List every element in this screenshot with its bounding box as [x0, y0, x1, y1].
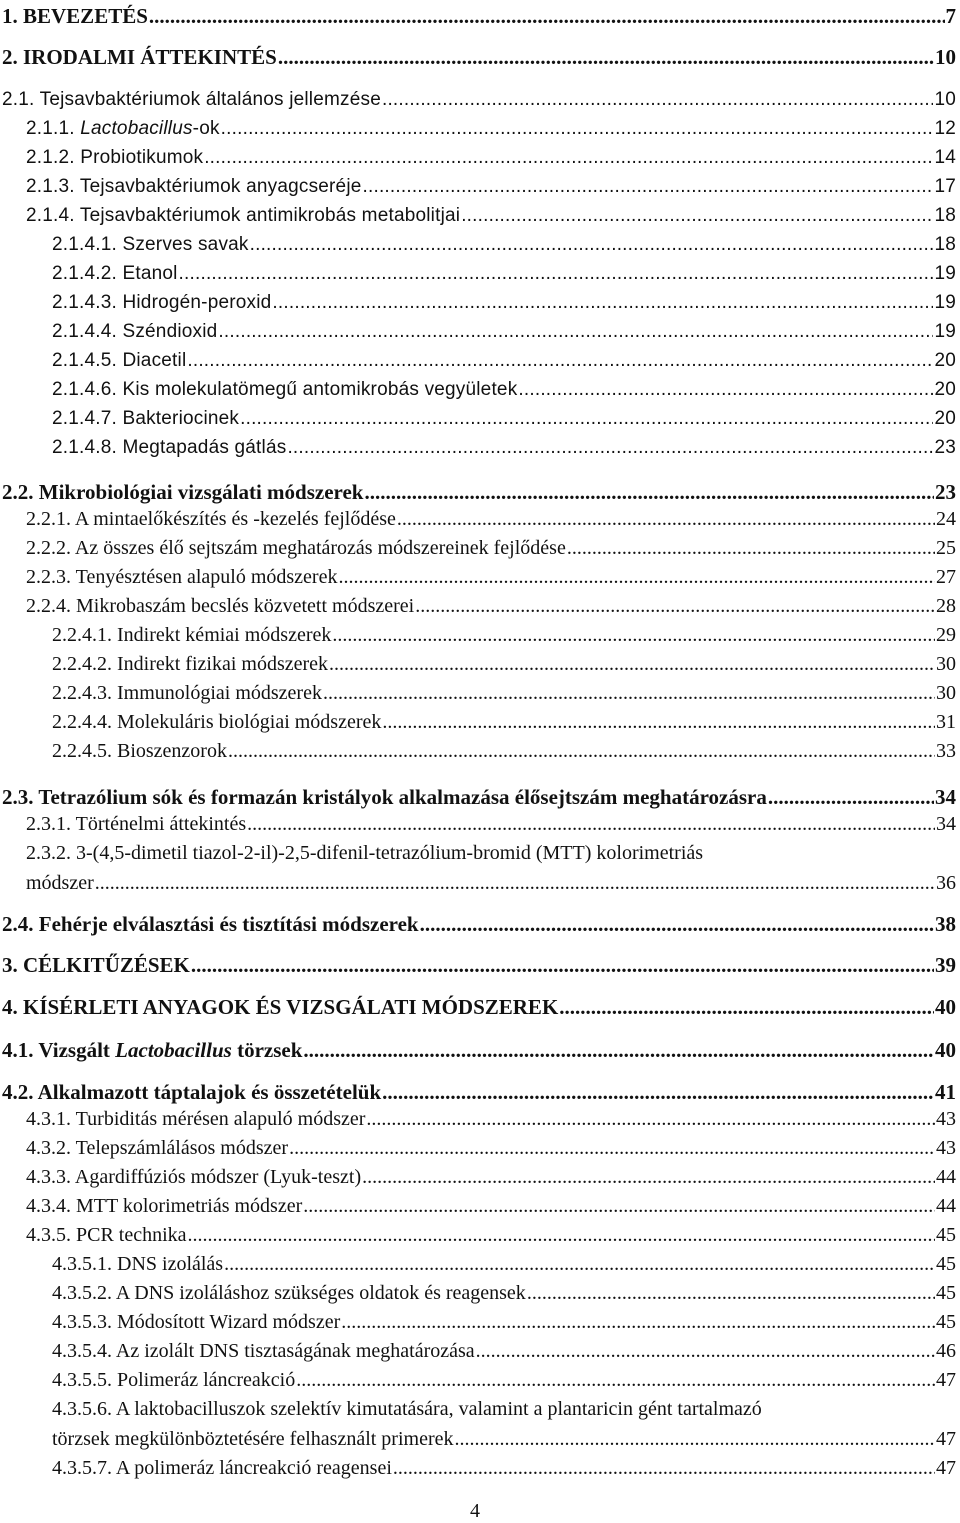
toc-entry-page: 20: [934, 379, 956, 400]
toc-entry-number: 4.2.: [2, 1080, 38, 1104]
toc-entry-page: 45: [936, 1224, 956, 1246]
toc-entry-title: Tejsavbaktériumok általános jellemzése: [39, 89, 381, 110]
toc-entry-title: PCR technika: [76, 1224, 187, 1246]
toc-entry-title: MTT kolorimetriás módszer: [76, 1195, 303, 1217]
toc-entry-number: 4.3.5.7.: [52, 1457, 116, 1479]
toc-entry-title: Diacetil: [122, 350, 187, 371]
leader-dots: [382, 711, 935, 734]
leader-dots: [527, 1282, 935, 1305]
toc-entry-page: 30: [936, 653, 956, 675]
toc-entry-title: A polimeráz láncreakció reagensei: [115, 1457, 392, 1479]
toc-entry-page: 12: [934, 118, 956, 139]
leader-dots: [289, 1137, 935, 1160]
toc-entry-number: 2.1.4.5.: [52, 350, 123, 371]
leader-dots: [338, 566, 935, 589]
toc-entry-page: 31: [936, 711, 956, 733]
toc-entry-page: 47: [936, 1428, 956, 1450]
toc-entry-page: 19: [934, 292, 956, 313]
leader-dots: [455, 1428, 936, 1451]
leader-dots: [393, 1457, 935, 1480]
toc-entry-title: Alkalmazott táptalajok és összetételük: [37, 1080, 382, 1104]
toc-entry-page: 44: [936, 1166, 956, 1188]
leader-dots: [218, 321, 933, 343]
leader-dots: [329, 653, 935, 676]
toc-entry-title: Indirekt kémiai módszerek: [117, 624, 332, 646]
toc-entry-number: 2.2.4.: [26, 595, 76, 617]
toc-entry-page: 43: [936, 1108, 956, 1130]
toc-entry-number: 2.2.: [2, 480, 39, 504]
leader-dots: [188, 1224, 935, 1247]
toc-entry-title: Molekuláris biológiai módszerek: [117, 711, 382, 733]
toc-entry-title-italic: Lactobacillus: [115, 1038, 232, 1062]
toc-entry-title: 3-(4,5-dimetil tiazol-2-il)-2,5-difenil-tetrazólium-bromid (MTT) kolorimetriás: [76, 842, 704, 864]
toc-entry-title-continuation: módszer: [26, 872, 94, 894]
toc-entry-page: 47: [936, 1369, 956, 1391]
toc-entry-page: 23: [935, 480, 956, 504]
leader-dots: [149, 4, 945, 29]
toc-entry-number: 2.1.: [2, 89, 40, 110]
toc-entry-title-suffix: törzsek: [231, 1038, 303, 1062]
toc-entry-page: 7: [945, 4, 956, 28]
toc-entry-title: Bakteriocinek: [122, 408, 240, 429]
toc-entry-title: A laktobacilluszok szelektív kimutatására, valamint a plantaricin gént tartalmazó: [115, 1398, 762, 1420]
leader-dots: [332, 624, 935, 647]
toc-entry-number: 2.3.2.: [26, 842, 76, 864]
toc-entry-page: 45: [936, 1253, 956, 1275]
toc-entry-number: 1.: [2, 4, 23, 28]
toc-entry-page: 30: [936, 682, 956, 704]
leader-dots: [363, 176, 934, 198]
toc-entry-page: 23: [934, 437, 956, 458]
toc-entry-title: Történelmi áttekintés: [75, 813, 247, 835]
toc-entry-number: 2.3.: [2, 785, 39, 809]
leader-dots: [95, 872, 935, 895]
toc-entry-page: 43: [936, 1137, 956, 1159]
leader-dots: [476, 1340, 935, 1363]
toc-entry-title: Megtapadás gátlás: [122, 437, 287, 458]
toc-entry-title: Tetrazólium sók és formazán kristályok alkalmazása élősejtszám meghatározásra: [38, 785, 767, 809]
toc-entry-title: Polimeráz láncreakció: [117, 1369, 296, 1391]
toc-entry-number: 4.3.1.: [26, 1108, 76, 1130]
toc-entry-number: 2.1.4.7.: [52, 408, 123, 429]
toc-entry-title: DNS izolálás: [117, 1253, 224, 1275]
toc-entry-title: Bioszenzorok: [117, 740, 227, 762]
leader-dots: [278, 45, 934, 70]
toc-entry-title: Etanol: [122, 263, 178, 284]
toc-entry-page: 18: [934, 205, 956, 226]
toc-entry-number: 2.3.1.: [26, 813, 76, 835]
toc-entry-number: 4.3.5.3.: [52, 1311, 117, 1333]
toc-entry-number: 2.1.4.: [26, 205, 80, 226]
toc-entry-number: 2.4.: [2, 912, 39, 936]
toc-entry-number: 2.1.4.6.: [52, 379, 123, 400]
toc-entry-page: 29: [936, 624, 956, 646]
leader-dots: [362, 1166, 935, 1189]
toc-entry-title: Turbiditás mérésen alapuló módszer: [75, 1108, 366, 1130]
leader-dots: [187, 350, 933, 372]
toc-entry-title: Fehérje elválasztási és tisztítási módszerek: [38, 912, 419, 936]
leader-dots: [250, 234, 934, 256]
toc-entry-number: 2.2.4.3.: [52, 682, 117, 704]
toc-entry-number: 2.2.4.5.: [52, 740, 117, 762]
toc-entry-title: Szerves savak: [122, 234, 249, 255]
leader-dots: [191, 953, 934, 978]
toc-entry-number: 3.: [2, 953, 23, 977]
toc-entry-page: 28: [936, 595, 956, 617]
toc-entry-page: 46: [936, 1340, 956, 1362]
leader-dots: [518, 379, 933, 401]
toc-entry-number: 2.1.4.4.: [52, 321, 123, 342]
toc-entry-page: 18: [934, 234, 956, 255]
leader-dots: [228, 740, 935, 763]
leader-dots: [296, 1369, 935, 1392]
toc-entry-number: 4.3.5.: [26, 1224, 76, 1246]
toc-entry-title: Tejsavbaktériumok anyagcseréje: [79, 176, 362, 197]
toc-entry-title: Agardiffúziós módszer (Lyuk-teszt): [74, 1166, 362, 1188]
toc-entry-number: 2.1.4.2.: [52, 263, 123, 284]
toc-entry-number: 2.2.3.: [26, 566, 76, 588]
toc-entry-page: 34: [935, 785, 956, 809]
toc-entry-title: KÍSÉRLETI ANYAGOK ÉS VIZSGÁLATI MÓDSZEREK: [23, 995, 559, 1019]
toc-entry-page: 27: [936, 566, 956, 588]
toc-entry-title: Mikrobiológiai vizsgálati módszerek: [38, 480, 364, 504]
toc-entry-title: BEVEZETÉS: [23, 4, 148, 28]
toc-entry-title: Lactobacillus: [80, 118, 193, 139]
toc-entry-number: 2.2.4.1.: [52, 624, 117, 646]
leader-dots: [247, 813, 935, 836]
leader-dots: [179, 263, 934, 285]
toc-entry-title: Széndioxid: [122, 321, 218, 342]
toc-entry-page: 38: [935, 912, 956, 936]
leader-dots: [204, 147, 933, 169]
toc-entry-page: 40: [935, 995, 956, 1019]
leader-dots: [240, 408, 933, 430]
toc-entry-page: 45: [936, 1282, 956, 1304]
toc-entry-page: 19: [934, 263, 956, 284]
toc-entry-first-line: [52, 1398, 762, 1421]
leader-dots: [397, 508, 935, 531]
toc-entry-page: 47: [936, 1457, 956, 1479]
toc-entry-number: 2.1.4.8.: [52, 437, 123, 458]
leader-dots: [559, 995, 934, 1020]
toc-entry-page: 33: [936, 740, 956, 762]
toc-entry-number: 4.1.: [2, 1038, 39, 1062]
toc-entry-number: 4.: [2, 995, 23, 1019]
leader-dots: [224, 1253, 935, 1276]
toc-entry-page: 34: [936, 813, 956, 835]
toc-entry-page: 39: [935, 953, 956, 977]
toc-entry-page: 14: [934, 147, 956, 168]
toc-entry-title: A DNS izoláláshoz szükséges oldatok és reagensek: [115, 1282, 526, 1304]
toc-entry-number: 2.: [2, 45, 23, 69]
leader-dots: [567, 537, 935, 560]
toc-entry-number: 4.3.2.: [26, 1137, 76, 1159]
toc-entry-title: Az izolált DNS tisztaságának meghatározása: [115, 1340, 475, 1362]
toc-entry-number: 2.1.3.: [26, 176, 80, 197]
toc-entry-page: 10: [935, 45, 956, 69]
toc-entry-page: 36: [936, 872, 956, 894]
leader-dots: [323, 682, 935, 705]
toc-entry-page: 40: [935, 1038, 956, 1062]
toc-entry-number: 2.1.4.3.: [52, 292, 123, 313]
leader-dots: [382, 89, 933, 111]
toc-entry-number: 2.2.2.: [26, 537, 75, 559]
toc-entry-title: Tenyésztésen alapuló módszerek: [75, 566, 338, 588]
toc-entry-number: 4.3.5.5.: [52, 1369, 117, 1391]
leader-dots: [221, 118, 934, 140]
leader-dots: [366, 1108, 935, 1131]
toc-entry-page: 17: [934, 176, 956, 197]
toc-entry-title: CÉLKITŰZÉSEK: [23, 953, 190, 977]
toc-entry-title: Hidrogén-peroxid: [122, 292, 272, 313]
toc-entry-number: 2.1.4.1.: [52, 234, 123, 255]
toc-entry-number: 4.3.4.: [26, 1195, 76, 1217]
toc-entry-page: 45: [936, 1311, 956, 1333]
leader-dots: [420, 912, 934, 937]
toc-entry-title: Immunológiai módszerek: [117, 682, 322, 704]
toc-entry-page: 19: [934, 321, 956, 342]
toc-entry-page: 25: [936, 537, 956, 559]
toc-entry-number: 4.3.5.6.: [52, 1398, 116, 1420]
leader-dots: [287, 437, 933, 459]
toc-entry-title: Telepszámlálásos módszer: [75, 1137, 289, 1159]
toc-entry-number: 2.2.4.4.: [52, 711, 117, 733]
leader-dots: [303, 1195, 935, 1218]
toc-entry-number: 4.3.5.4.: [52, 1340, 116, 1362]
leader-dots: [415, 595, 935, 618]
toc-entry-title: Módosított Wizard módszer: [117, 1311, 341, 1333]
toc-entry-title: IRODALMI ÁTTEKINTÉS: [23, 45, 277, 69]
toc-entry-title: Tejsavbaktériumok antimikrobás metabolitjai: [79, 205, 461, 226]
toc-entry-number: 4.3.3.: [26, 1166, 75, 1188]
toc-entry-number: 2.2.1.: [26, 508, 75, 530]
toc-entry-number: 2.1.2.: [26, 147, 81, 168]
toc-entry-title: Mikrobaszám becslés közvetett módszerei: [76, 595, 415, 617]
toc-entry-first-line: [26, 842, 703, 865]
toc-entry-title: A mintaelőkészítés és -kezelés fejlődése: [74, 508, 396, 530]
toc-entry-title: Vizsgált: [38, 1038, 116, 1062]
toc-entry-title: Indirekt fizikai módszerek: [117, 653, 329, 675]
toc-entry-number: 2.2.4.2.: [52, 653, 117, 675]
toc-entry-page: 10: [934, 89, 956, 110]
toc-entry-page: 24: [936, 508, 956, 530]
leader-dots: [364, 480, 934, 505]
leader-dots: [341, 1311, 935, 1334]
toc-entry-page: 44: [936, 1195, 956, 1217]
toc-entry-number: 4.3.5.1.: [52, 1253, 117, 1275]
toc-entry-title-continuation: törzsek megkülönböztetésére felhasznált primerek: [52, 1428, 454, 1450]
leader-dots: [768, 785, 934, 810]
toc-entry-title: Probiotikumok: [80, 147, 204, 168]
leader-dots: [461, 205, 933, 227]
toc-entry-number: 2.1.1.: [26, 118, 81, 139]
leader-dots: [382, 1080, 934, 1105]
page-number: 4: [470, 1500, 480, 1522]
toc-entry-number: 4.3.5.2.: [52, 1282, 116, 1304]
toc-entry-page: 20: [934, 408, 956, 429]
toc-entry-title-suffix: -ok: [192, 118, 220, 139]
toc-entry-title: Kis molekulatömegű antomikrobás vegyületek: [122, 379, 518, 400]
toc-entry-title: Az összes élő sejtszám meghatározás módszereinek fejlődése: [74, 537, 566, 559]
toc-entry-page: 20: [934, 350, 956, 371]
leader-dots: [272, 292, 933, 314]
toc-entry-page: 41: [935, 1080, 956, 1104]
leader-dots: [303, 1038, 934, 1063]
